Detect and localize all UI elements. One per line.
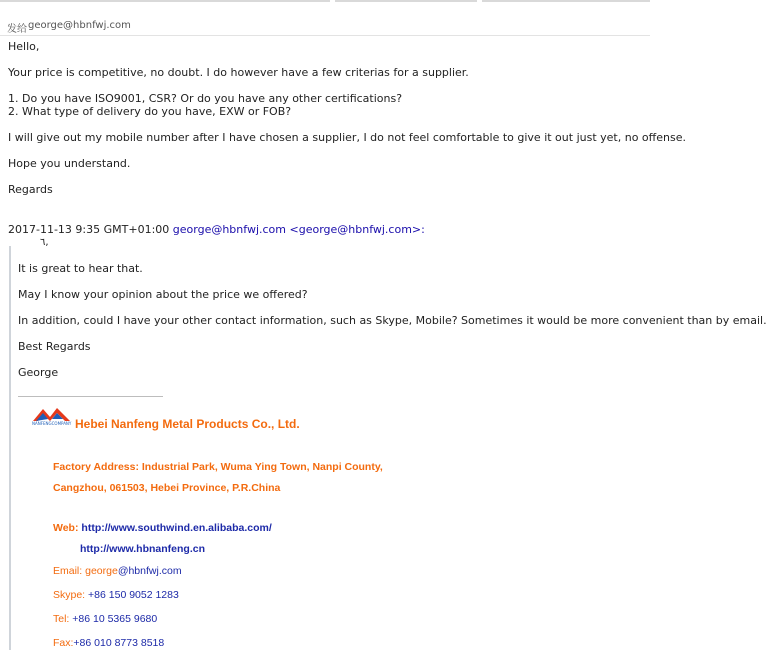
quoted-line-4: Best Regards [18,340,91,353]
recipient-address[interactable]: george@hbnfwj.com [28,20,131,31]
company-name: Hebei Nanfeng Metal Products Co., Ltd. [75,417,300,431]
tel-label: Tel: [53,613,70,625]
tel-row [53,613,157,626]
quote-sender-name[interactable]: george@hbnfwj.com [172,223,286,236]
skype-row [53,589,179,602]
quote-sender-email[interactable]: <george@hbnfwj.com>: [289,223,425,236]
fax-value[interactable]: +86 010 8773 8518 [73,637,165,649]
email-domain[interactable]: @hbnfwj.com [117,565,182,577]
quote-date: 2017-11-13 9:35 GMT+01:00 [8,223,170,236]
greeting: Hello, [8,40,40,53]
quote-salutation-fragment: ٦, [40,237,49,248]
fax-label: Fax: [53,637,74,649]
question-1: 1. Do you have ISO9001, CSR? Or do you have any other certifications? [8,92,403,105]
web-link-1[interactable]: http://www.southwind.en.alibaba.com/ [81,522,272,534]
top-divider [0,0,650,4]
tel-value[interactable]: +86 10 5365 9680 [72,613,158,625]
signature-divider [18,396,163,397]
quote-attribution [8,223,425,236]
recipient-header [0,14,650,36]
email-row [53,565,182,578]
address-line-1: Factory Address: Industrial Park, Wuma Ying Town, Nanpi County, [53,461,383,473]
quoted-line-1: It is great to hear that. [18,262,143,275]
quote-bar [9,246,11,650]
skype-value[interactable]: +86 150 9052 1283 [88,589,179,601]
send-to-label: 发给 [7,24,27,35]
skype-label: Skype: [53,589,86,601]
logo-caption: NANFENGCOMPANY [32,421,72,426]
web-label: Web: [53,522,79,534]
question-2: 2. What type of delivery do you have, EXW or FOB? [8,105,292,118]
web-link-2[interactable]: http://www.hbnanfeng.cn [80,543,206,555]
reply-paragraph-1: Your price is competitive, no doubt. I do however have a few criterias for a supplier. [8,66,469,79]
address-line-2: Cangzhou, 061503, Hebei Province, P.R.China [53,482,281,494]
quoted-line-3: In addition, could I have your other contact information, such as Skype, Mobile? Sometimes it would be more convenient than by email. [18,314,767,327]
email-label: Email: [53,565,83,577]
company-logo [32,404,72,428]
reply-paragraph-2: I will give out my mobile number after I have chosen a supplier, I do not feel comfortable to give it out just yet, no offense. [8,131,686,144]
quoted-line-2: May I know your opinion about the price we offered? [18,288,308,301]
reply-signoff: Regards [8,183,53,196]
web-row [53,522,272,535]
fax-row [53,637,164,650]
email-user[interactable]: george [85,565,118,577]
quoted-line-5: George [18,366,59,379]
reply-paragraph-3: Hope you understand. [8,157,131,170]
